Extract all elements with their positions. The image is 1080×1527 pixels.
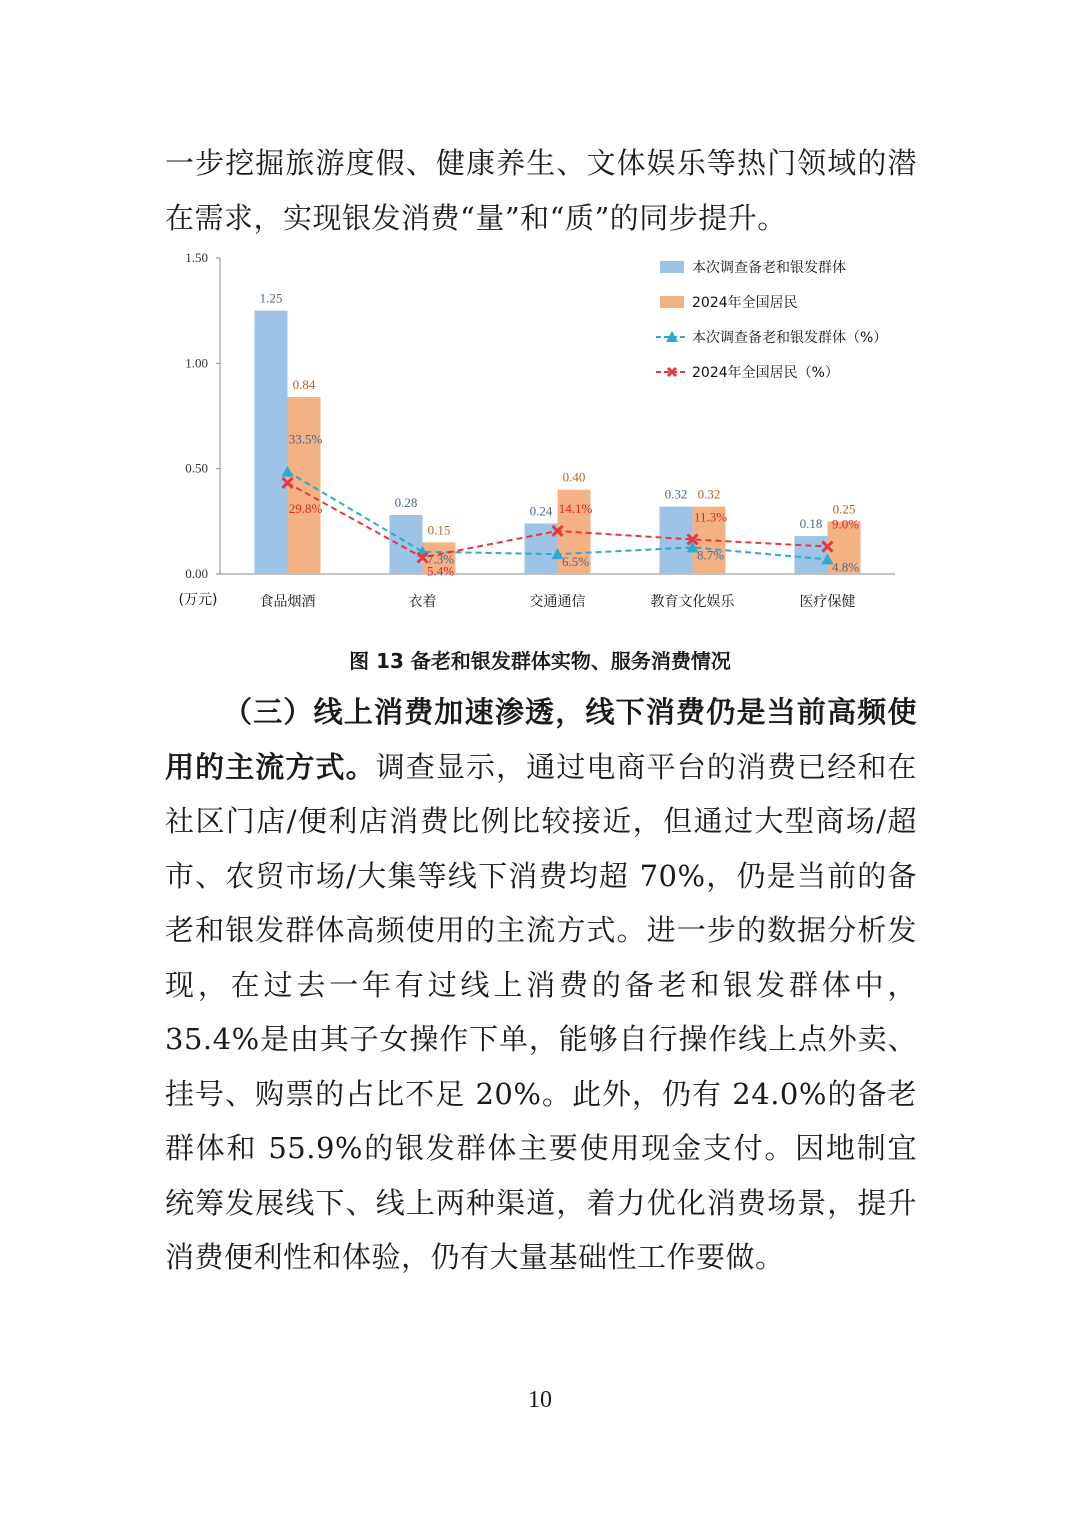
page-number: 10 xyxy=(528,1387,552,1413)
consumption-chart xyxy=(160,245,920,625)
y-tick-label: 1.00 xyxy=(185,355,208,371)
category-label: 食品烟酒 xyxy=(259,594,316,610)
percent-value-label: 11.3% xyxy=(693,509,728,525)
category-label: 衣着 xyxy=(408,594,437,610)
legend-swatch xyxy=(660,261,684,273)
bar-value-label: 0.25 xyxy=(832,501,856,517)
y-tick-label: 0.00 xyxy=(185,566,208,581)
y-tick-label: 1.50 xyxy=(185,250,208,265)
bar-value-label: 0.15 xyxy=(427,522,451,538)
body-text: 调查显示，通过电商平台的消费已经和在社区门店/便利店消费比例比较接近，但通过大型商场/超市、农贸市场/大集等线下消费均超 70%，仍是当前的备老和银发群体高频使用的主流方式。进一步的数据分析发现，在过去一年有过线上消费的备老和银发群体中，35.4%是由其子女操作下单，能够自行操作线上点外卖、挂号、购票的占比不足 20%。此外，仍有 24.0%的备老群体和 55.9%的银发群体主要使用现金支付。因地制宜统筹发展线下、线上两种渠道，着力优化消费场景，提升消费便利性和体验，仍有大量基础性工作要做。 xyxy=(165,749,917,1274)
percent-value-label: 29.8% xyxy=(288,500,323,516)
bar-value-label: 0.28 xyxy=(394,495,418,511)
bar-value-label: 0.32 xyxy=(697,486,721,502)
body-paragraph xyxy=(165,685,917,1285)
percent-value-label: 14.1% xyxy=(558,500,593,516)
percent-value-label: 8.7% xyxy=(696,547,725,563)
bar-value-label: 0.84 xyxy=(292,377,316,393)
percent-value-label: 4.8% xyxy=(831,559,860,575)
bar-value-label: 0.18 xyxy=(799,516,823,532)
bar-value-label: 0.32 xyxy=(664,486,688,502)
y-tick-label: 0.50 xyxy=(185,460,208,476)
legend-label: 2024年全国居民（%） xyxy=(692,365,839,381)
legend-swatch xyxy=(660,296,684,308)
bar xyxy=(660,507,693,574)
section-heading: （三）线上消费加速渗透，线下消费仍是当前高频使用的主流方式。 xyxy=(165,695,917,784)
bar-value-label: 0.24 xyxy=(529,503,553,519)
category-label: 交通通信 xyxy=(529,594,586,610)
bar-series xyxy=(255,311,861,574)
category-axis xyxy=(260,593,856,610)
legend-label: 2024年全国居民 xyxy=(692,295,798,311)
bar xyxy=(525,523,558,574)
category-label: 医疗保健 xyxy=(799,594,856,610)
bar-value-label: 1.25 xyxy=(259,290,283,306)
intro-paragraph: 一步挖掘旅游度假、健康养生、文体娱乐等热门领域的潜在需求，实现银发消费“量”和“质”的同步提升。 xyxy=(165,146,917,235)
percent-value-label: 7.3% xyxy=(426,551,455,567)
legend-label: 本次调查备老和银发群体（%） xyxy=(692,330,888,346)
bar-value-label: 0.40 xyxy=(562,469,586,485)
legend-label: 本次调查备老和银发群体 xyxy=(692,260,846,276)
figure-caption: 图 13 备老和银发群体实物、服务消费情况 xyxy=(349,649,731,673)
percent-value-label: 33.5% xyxy=(288,431,323,447)
legend xyxy=(656,259,887,381)
category-label: 教育文化娱乐 xyxy=(650,594,735,610)
bar xyxy=(255,311,288,574)
y-unit-label: (万元) xyxy=(178,592,218,608)
bar xyxy=(390,515,423,574)
percent-value-label: 5.4% xyxy=(426,563,455,579)
percent-value-label: 9.0% xyxy=(831,516,860,532)
percent-value-label: 6.5% xyxy=(561,554,590,570)
